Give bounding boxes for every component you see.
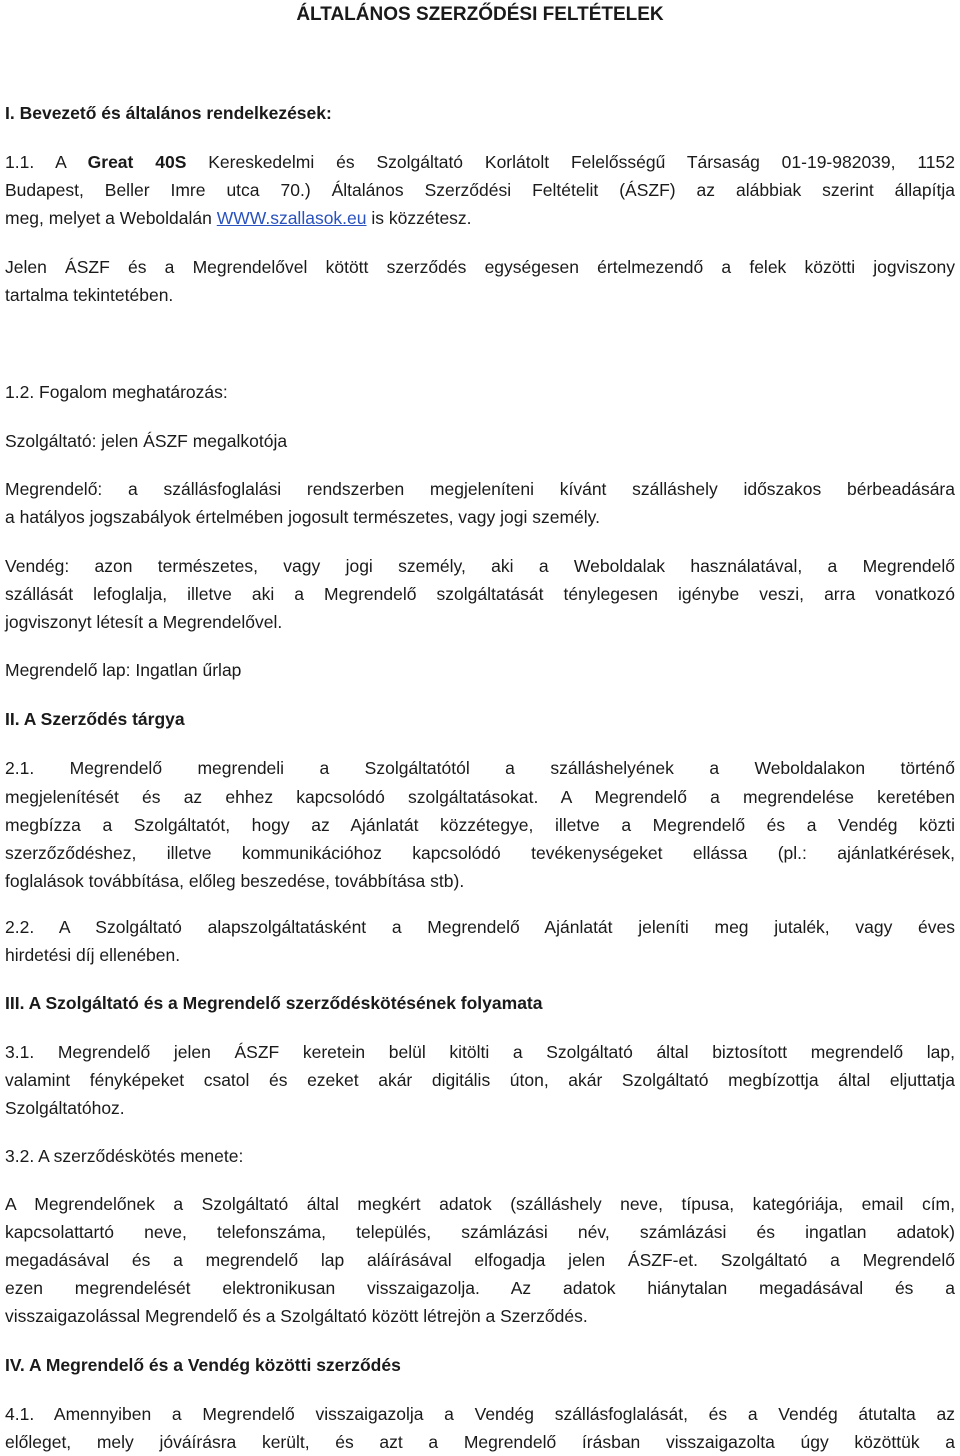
subsection-1-2-heading: 1.2. Fogalom meghatározás: — [5, 382, 228, 402]
paragraph-1-1-line-3: meg, melyet a Weboldalán WWW.szallasok.eu is közzétesz. — [5, 208, 472, 228]
paragraph-3-1-line-2: valamint fényképeket csatol és ezeket akár digitális úton, akár Szolgáltató megbízottja által eljuttatja — [5, 1070, 955, 1090]
paragraph-2-1-line-1: 2.1. Megrendelő megrendeli a Szolgáltatótól a szálláshelyének a Weboldalakon történő — [5, 758, 955, 778]
document-title: ÁLTALÁNOS SZERZŐDÉSI FELTÉTELEK — [296, 4, 664, 25]
paragraph-3-1-line-3: Szolgáltatóhoz. — [5, 1098, 125, 1118]
paragraph-3-2-line-5: visszaigazolással Megrendelő és a Szolgáltató között létrejön a Szerződés. — [5, 1306, 588, 1326]
paragraph-1-1-line-2: Budapest, Beller Imre utca 70.) Általános Szerződési Feltételit (ÁSZF) az alábbiak szerint állapítja — [5, 180, 955, 200]
paragraph-3-2-line-4: ezen megrendelését elektronikusan visszaigazolja. Az adatok hiánytalan megadásával és a — [5, 1278, 955, 1298]
section-2-heading: II. A Szerződés tárgya — [5, 709, 185, 729]
paragraph-4-1-line-2: előleget, mely jóváírásra került, és azt a Megrendelő írásban visszaigazolta úgy közöttük a — [5, 1432, 955, 1452]
subsection-3-2-heading: 3.2. A szerződéskötés menete: — [5, 1146, 244, 1166]
paragraph-1-1-line-1: 1.1. A Great 40S Kereskedelmi és Szolgáltató Korlátolt Felelősségű Társaság 01-19-982039, 1152 — [5, 152, 956, 172]
section-1-heading: I. Bevezető és általános rendelkezések: — [5, 103, 332, 123]
definition-vendeg-line-2: szállását lefoglalja, illetve aki a Megrendelő szolgáltatását ténylegesen igénybe veszi, arra vonatkozó — [5, 584, 955, 604]
definition-vendeg-line-3: jogviszonyt létesít a Megrendelővel. — [5, 612, 283, 632]
paragraph-2-1-line-4: szerzőződéshez, illetve kommunikációhoz kapcsolódó tevékenységeket ellássa (pl.: ajánlatkérések, — [5, 843, 955, 863]
paragraph-2-2-line-1: 2.2. A Szolgáltató alapszolgáltatásként a Megrendelő Ajánlatát jeleníti meg jutalék, vagy éves — [5, 917, 955, 937]
definition-szolgaltato: Szolgáltató: jelen ÁSZF megalkotója — [5, 431, 288, 451]
definition-megrendelo-lap: Megrendelő lap: Ingatlan űrlap — [5, 660, 242, 680]
website-link[interactable]: WWW.szallasok.eu — [216, 208, 367, 228]
paragraph-2-1-line-3: megbízza a Szolgáltatót, hogy az Ajánlatát közzétegye, illetve a Megrendelő és a Vendég közti — [5, 815, 955, 835]
paragraph-3-2-line-1: A Megrendelőnek a Szolgáltató által megkért adatok (szálláshely neve, típusa, kategóriája, email cím, — [5, 1194, 955, 1214]
section-4-heading: IV. A Megrendelő és a Vendég közötti szerződés — [5, 1355, 401, 1375]
paragraph-2-2-line-2: hirdetési díj ellenében. — [5, 945, 181, 965]
paragraph-3-2-line-2: kapcsolattartó neve, telefonszáma, település, számlázási név, számlázási és ingatlan adatok) — [5, 1222, 955, 1242]
section-3-heading: III. A Szolgáltató és a Megrendelő szerződéskötésének folyamata — [5, 993, 543, 1013]
paragraph-4-1-line-1: 4.1. Amennyiben a Megrendelő visszaigazolja a Vendég szállásfoglalását, és a Vendég átutalta az — [5, 1404, 955, 1424]
definition-vendeg-line-1: Vendég: azon természetes, vagy jogi személy, aki a Weboldalak használatával, a Megrendelő — [5, 556, 955, 576]
paragraph-jelen-line-1: Jelen ÁSZF és a Megrendelővel kötött szerződés egységesen értelmezendő a felek közötti jogviszony — [5, 257, 955, 277]
paragraph-3-1-line-1: 3.1. Megrendelő jelen ÁSZF keretein belül kitölti a Szolgáltató által biztosított megrendelő lap, — [5, 1042, 955, 1062]
paragraph-2-1-line-5: foglalások továbbítása, előleg beszedése, továbbítása stb). — [5, 871, 465, 891]
definition-megrendelo-line-2: a hatályos jogszabályok értelmében jogosult természetes, vagy jogi személy. — [5, 507, 600, 527]
paragraph-jelen-line-2: tartalma tekintetében. — [5, 285, 174, 305]
definition-megrendelo-line-1: Megrendelő: a szállásfoglalási rendszerben megjeleníteni kívánt szálláshely időszakos bérbeadására — [5, 479, 955, 499]
company-name: Great 40S — [87, 152, 187, 172]
paragraph-3-2-line-3: megadásával és a megrendelő lap aláírásával elfogadja jelen ÁSZF-et. Szolgáltató a Megrendelő — [5, 1250, 955, 1270]
paragraph-2-1-line-2: megjelenítését és az ehhez kapcsolódó szolgáltatásokat. A Megrendelő a megrendelése keretében — [5, 787, 955, 807]
